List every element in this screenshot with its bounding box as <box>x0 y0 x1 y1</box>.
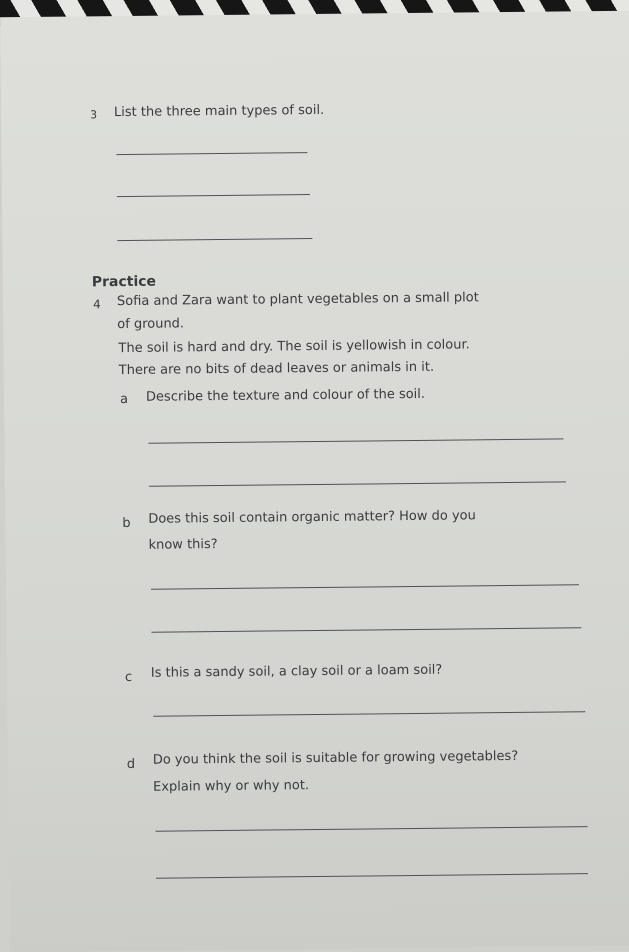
worksheet-page <box>0 11 629 952</box>
answer-line-a-2[interactable] <box>149 481 566 486</box>
answer-line-c-1[interactable] <box>153 711 585 717</box>
part-c-letter: c <box>124 669 133 686</box>
answer-line-d-1[interactable] <box>156 826 588 832</box>
part-a-text: Describe the texture and colour of the soil. <box>145 386 426 405</box>
question-3-text: List the three main types of soil. <box>113 102 325 121</box>
part-b-line1: Does this soil contain organic matter? How do you <box>148 508 476 527</box>
question-3-number: 3 <box>89 108 98 122</box>
part-b-letter: b <box>122 515 131 532</box>
part-b-line2: know this? <box>148 537 218 553</box>
part-d-letter: d <box>126 756 136 773</box>
practice-heading: Practice <box>91 273 157 291</box>
answer-line-b-2[interactable] <box>151 627 581 633</box>
answer-line-3-3[interactable] <box>117 238 312 241</box>
answer-line-d-2[interactable] <box>156 873 588 879</box>
question-4-desc-line2: There are no bits of dead leaves or animals in it. <box>118 359 435 379</box>
part-d-line1: Do you think the soil is suitable for growing vegetables? <box>152 748 519 768</box>
part-c-text: Is this a sandy soil, a clay soil or a loam soil? <box>150 662 443 681</box>
part-a-letter: a <box>119 391 129 408</box>
answer-line-a-1[interactable] <box>148 438 563 443</box>
question-4-number: 4 <box>92 297 101 312</box>
answer-line-3-1[interactable] <box>116 152 307 155</box>
question-4-desc-line1: The soil is hard and dry. The soil is yellowish in colour. <box>118 337 470 357</box>
part-d-line2: Explain why or why not. <box>153 778 310 795</box>
answer-line-b-1[interactable] <box>151 584 579 589</box>
question-4-intro-line2: of ground. <box>117 316 185 333</box>
answer-line-3-2[interactable] <box>117 194 310 197</box>
question-4-intro-line1: Sofia and Zara want to plant vegetables on a small plot <box>116 290 479 310</box>
